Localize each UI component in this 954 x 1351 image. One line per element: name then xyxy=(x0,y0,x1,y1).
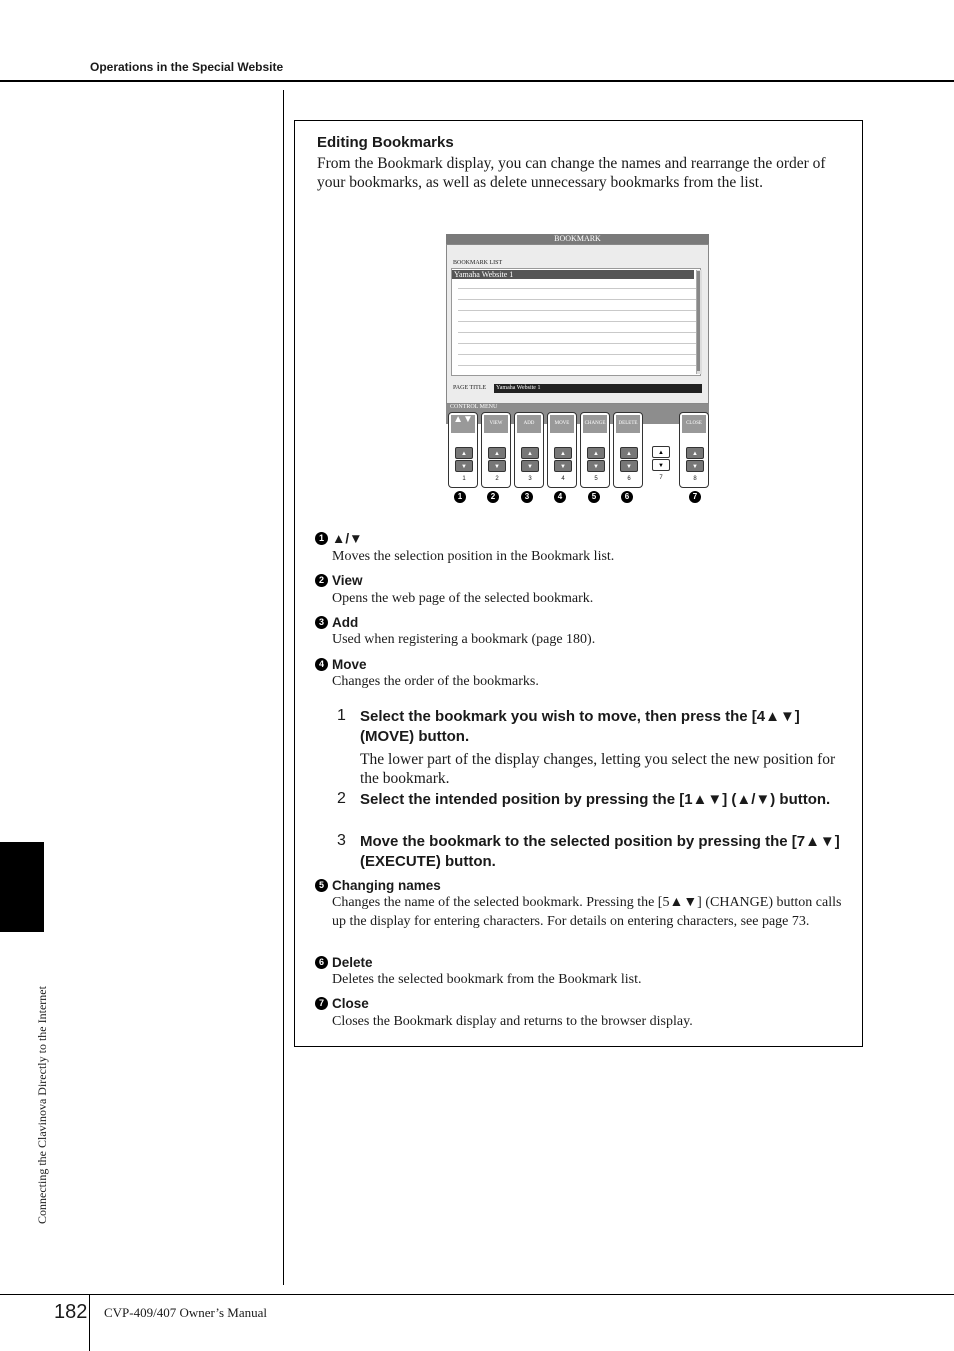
softkey-2-view xyxy=(481,412,511,488)
item-description: Used when registering a bookmark (page 180). xyxy=(332,632,596,647)
softkey-7-unlabeled xyxy=(646,444,676,488)
item-description: Opens the web page of the selected bookmark. xyxy=(332,591,594,606)
up-arrow-icon: ▲ xyxy=(587,447,605,459)
step-number: 2 xyxy=(337,790,346,807)
down-arrow-icon: ▼ xyxy=(455,460,473,472)
item-description: Deletes the selected bookmark from the Bookmark list. xyxy=(332,972,642,987)
manual-title: CVP-409/407 Owner’s Manual xyxy=(104,1305,267,1320)
softkey-label: MOVE xyxy=(550,415,574,433)
softkey-number: 8 xyxy=(693,476,697,482)
item-heading-delete: Delete xyxy=(332,955,373,970)
bookmark-list-label: BOOKMARK LIST xyxy=(453,260,503,266)
down-arrow-icon: ▼ xyxy=(686,460,704,472)
bookmark-list xyxy=(451,268,701,376)
step-note: The lower part of the display changes, letting you select the new position for the bookmark. xyxy=(360,751,836,787)
list-row-line xyxy=(458,288,700,289)
bookmark-list-item-selected: Yamaha Website 1 xyxy=(452,270,694,279)
item-description: Changes the order of the bookmarks. xyxy=(332,674,539,689)
softkey-number: 6 xyxy=(627,476,631,482)
softkey-number: 7 xyxy=(659,475,663,481)
item-number-badge: 2 xyxy=(315,574,328,587)
screen-title: BOOKMARK xyxy=(446,234,709,244)
down-arrow-icon: ▼ xyxy=(488,460,506,472)
list-row-line xyxy=(458,321,700,322)
down-arrow-icon: ▼ xyxy=(620,460,638,472)
callout-6: 6 xyxy=(621,491,633,503)
step-number: 1 xyxy=(337,707,346,724)
up-arrow-icon: ▲ xyxy=(554,447,572,459)
softkey-number: 4 xyxy=(561,476,565,482)
list-row-line xyxy=(458,310,700,311)
softkey-number: 1 xyxy=(462,476,466,482)
softkey-label: CLOSE xyxy=(682,415,706,433)
list-row-line xyxy=(458,365,700,366)
step-instruction: Select the bookmark you wish to move, then press the [4▲▼] (MOVE) button. xyxy=(360,708,800,745)
callout-5: 5 xyxy=(588,491,600,503)
item-heading-close: Close xyxy=(332,996,369,1011)
footer-divider xyxy=(0,1294,954,1295)
softkey-5-change xyxy=(580,412,610,488)
control-menu-label: CONTROL MENU xyxy=(450,404,498,410)
item-number-badge: 7 xyxy=(315,997,328,1010)
item-heading-view: View xyxy=(332,573,363,588)
page-number: 182 xyxy=(54,1301,88,1323)
up-arrow-icon: ▲ xyxy=(620,447,638,459)
item-number-badge: 1 xyxy=(315,532,328,545)
list-row-line xyxy=(458,343,700,344)
softkey-label: ADD xyxy=(517,415,541,433)
item-heading-updown: ▲/▼ xyxy=(332,531,363,546)
section-title: Editing Bookmarks xyxy=(317,134,454,151)
page-title-label: PAGE TITLE xyxy=(453,385,487,391)
down-arrow-icon: ▼ xyxy=(652,459,670,471)
up-arrow-icon: ▲ xyxy=(455,447,473,459)
softkey-number: 2 xyxy=(495,476,499,482)
callout-2: 2 xyxy=(487,491,499,503)
softkey-6-delete xyxy=(613,412,643,488)
softkey-label: VIEW xyxy=(484,415,508,433)
down-arrow-icon: ▼ xyxy=(521,460,539,472)
softkey-number: 5 xyxy=(594,476,598,482)
softkey-label: CHANGE xyxy=(583,415,607,433)
header-divider xyxy=(0,80,954,82)
callout-3: 3 xyxy=(521,491,533,503)
item-description: Moves the selection position in the Bookmark list. xyxy=(332,549,615,564)
callout-1: 1 xyxy=(454,491,466,503)
footer-vertical-divider xyxy=(89,1294,90,1351)
item-heading-move: Move xyxy=(332,657,367,672)
down-arrow-icon: ▼ xyxy=(587,460,605,472)
intro-paragraph: From the Bookmark display, you can change the names and rearrange the order of your bookmarks, as well as delete unnecessary bookmarks from the list. xyxy=(317,155,826,191)
list-row-line xyxy=(458,354,700,355)
softkey-label: ▲▼ xyxy=(451,415,475,433)
list-scrollbar-thumb xyxy=(697,271,700,371)
item-number-badge: 3 xyxy=(315,616,328,629)
item-description: Changes the name of the selected bookmark. Pressing the [5▲▼] (CHANGE) button calls up the display for entering characters. For details on entering characters, see page 73. xyxy=(332,895,842,929)
step-number: 3 xyxy=(337,832,346,849)
item-heading-add: Add xyxy=(332,615,359,630)
item-description: Closes the Bookmark display and returns to the browser display. xyxy=(332,1014,693,1029)
item-number-badge: 6 xyxy=(315,956,328,969)
softkey-label: DELETE xyxy=(616,415,640,433)
bookmark-screen-figure xyxy=(446,234,709,501)
page-title-field: Yamaha Website 1 xyxy=(494,384,702,393)
up-arrow-icon: ▲ xyxy=(652,446,670,458)
down-arrow-icon: ▼ xyxy=(554,460,572,472)
chapter-tab xyxy=(0,842,44,932)
callout-7: 7 xyxy=(689,491,701,503)
softkey-1-updown xyxy=(448,412,478,488)
list-row-line xyxy=(458,299,700,300)
softkey-4-move xyxy=(547,412,577,488)
step-instruction: Select the intended position by pressing the [1▲▼] (▲/▼) button. xyxy=(360,791,831,808)
step-instruction: Move the bookmark to the selected position by pressing the [7▲▼] (EXECUTE) button. xyxy=(360,833,840,870)
chapter-side-title: Connecting the Clavinova Directly to the Internet xyxy=(35,986,49,1224)
item-number-badge: 5 xyxy=(315,879,328,892)
callout-4: 4 xyxy=(554,491,566,503)
item-number-badge: 4 xyxy=(315,658,328,671)
item-heading-changing-names: Changing names xyxy=(332,878,441,893)
up-arrow-icon: ▲ xyxy=(488,447,506,459)
softkey-3-add xyxy=(514,412,544,488)
list-row-line xyxy=(458,332,700,333)
up-arrow-icon: ▲ xyxy=(686,447,704,459)
softkey-number: 3 xyxy=(528,476,532,482)
section-header: Operations in the Special Website xyxy=(90,60,284,74)
up-arrow-icon: ▲ xyxy=(521,447,539,459)
column-divider xyxy=(283,90,284,1285)
softkey-8-close xyxy=(679,412,709,488)
